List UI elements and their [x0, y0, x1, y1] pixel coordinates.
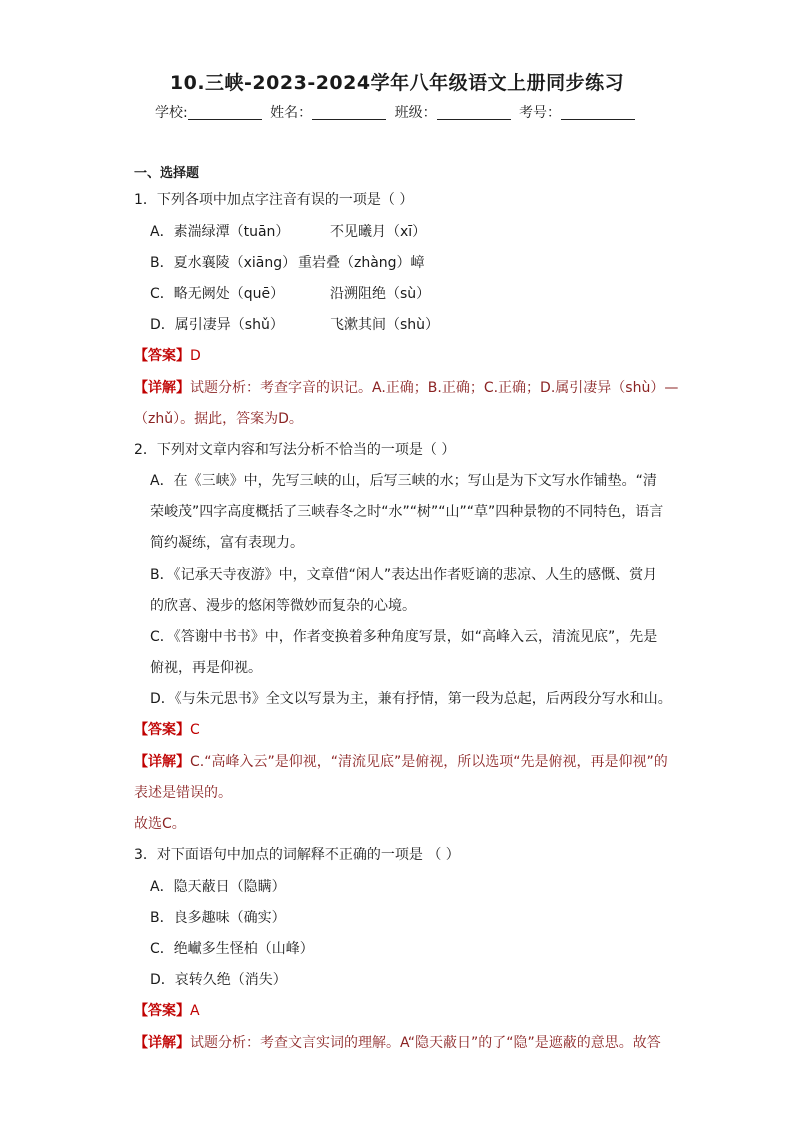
- exam-number-blank[interactable]: [561, 105, 635, 120]
- q2-stem: 2．下列对文章内容和写法分析不恰当的一项是（ ）: [134, 442, 456, 458]
- q3-answer: [134, 1001, 200, 1021]
- q1-option-c: C．略无阙处（quē）: [150, 286, 285, 302]
- q3-option-c: C．绝𪩘多生怪柏（山峰）: [150, 941, 314, 957]
- class-label: 班级：: [394, 105, 437, 121]
- q2-option-b-line-1: B．《记承天寺夜游》中，文章借“闲人”表达出作者贬谪的悲凉、人生的感慨、赏月: [150, 567, 658, 583]
- q2-option-a-line-1: A．在《三峡》中，先写三峡的山，后写三峡的水；写山是为下文写水作铺垫。“清: [150, 473, 657, 489]
- answer-tag: 【答案】: [134, 1003, 190, 1019]
- q1-option-b-2: 重岩叠（zhàng）嶂: [298, 255, 425, 271]
- q1-option-b-row: [150, 253, 425, 273]
- q3-detail-text-1: 试题分析：考查文言实词的理解。A“隐天蔽日”的了“隐”是遮蔽的意思。故答: [190, 1035, 661, 1051]
- q2-conclusion: 故选C。: [134, 816, 186, 832]
- detail-tag: 【详解】: [134, 380, 190, 396]
- q2-option-b-line-2: 的欣喜、漫步的悠闲等微妙而复杂的心境。: [150, 598, 416, 614]
- answer-tag: 【答案】: [134, 348, 190, 364]
- q3-stem: 3．对下面语句中加点的词解释不正确的一项是 （ ）: [134, 847, 460, 863]
- detail-tag: 【详解】: [134, 1035, 190, 1051]
- answer-tag: 【答案】: [134, 722, 190, 738]
- q2-option-d-line-1: D．《与朱元思书》全文以写景为主，兼有抒情，第一段为总起，后两段分写水和山。: [150, 691, 672, 707]
- name-blank[interactable]: [312, 105, 386, 120]
- exam-number-label: 考号：: [519, 105, 562, 121]
- q3-option-b: B．良多趣味（确实）: [150, 910, 286, 926]
- q1-option-d: D．属引凄异（shǔ）: [150, 317, 284, 333]
- q1-answer: [134, 346, 201, 366]
- q1-option-c-row: [150, 284, 431, 304]
- q2-detail-text-1: C.“高峰入云”是仰视，“清流见底”是俯视，所以选项“先是俯视，再是仰视”的: [190, 754, 668, 770]
- q2-detail-line-2: 表述是错误的。: [134, 785, 232, 801]
- q3-detail-line-1: [134, 1033, 661, 1053]
- section-heading: 一、选择题: [134, 166, 200, 181]
- q2-option-c-line-1: C．《答谢中书书》中，作者变换着多种角度写景，如“高峰入云，清流见底”，先是: [150, 629, 658, 645]
- class-blank[interactable]: [437, 105, 511, 120]
- q1-option-a-row: [150, 222, 427, 242]
- q2-detail-line-1: [134, 752, 668, 772]
- school-label: 学校:: [154, 105, 188, 121]
- q1-option-a-2: 不见曦月（xī）: [330, 224, 427, 240]
- q2-option-a-line-3: 简约凝练，富有表现力。: [150, 535, 304, 551]
- q1-detail-text-1: 试题分析：考查字音的识记。A.正确；B.正确；C.正确；D.属引凄异（shù）—: [190, 380, 679, 396]
- q1-detail-line-2: （zhǔ）。据此，答案为D。: [134, 411, 303, 427]
- school-blank[interactable]: [188, 105, 262, 120]
- q1-stem: 1．下列各项中加点字注音有误的一项是（ ）: [134, 192, 414, 208]
- q1-option-d-2: 飞漱其间（shù）: [330, 317, 440, 333]
- q2-answer-value: C: [190, 722, 200, 738]
- q2-option-a-line-2: 荣峻茂”四字高度概括了三峡春冬之时“水”“树”“山”“草”四种景物的不同特色，语言: [150, 504, 664, 520]
- student-info-line: [0, 102, 794, 122]
- q3-option-a: A．隐天蔽日（隐瞒）: [150, 879, 286, 895]
- q1-option-d-row: [150, 315, 440, 335]
- document-title: 10.三峡-2023-2024学年八年级语文上册同步练习: [169, 72, 625, 94]
- q1-answer-value: D: [190, 348, 201, 364]
- detail-tag: 【详解】: [134, 754, 190, 770]
- q1-option-a: A．素湍绿潭（tuān）: [150, 224, 290, 240]
- q1-option-c-2: 沿溯阻绝（sù）: [330, 286, 431, 302]
- q2-option-c-line-2: 俯视，再是仰视。: [150, 660, 262, 676]
- name-label: 姓名：: [270, 105, 313, 121]
- q1-option-b: B．夏水襄陵（xiāng）: [150, 255, 297, 271]
- q2-answer: [134, 720, 200, 740]
- q3-answer-value: A: [190, 1003, 200, 1019]
- q1-detail-line-1: [134, 378, 678, 398]
- q3-option-d: D．哀转久绝（消失）: [150, 972, 287, 988]
